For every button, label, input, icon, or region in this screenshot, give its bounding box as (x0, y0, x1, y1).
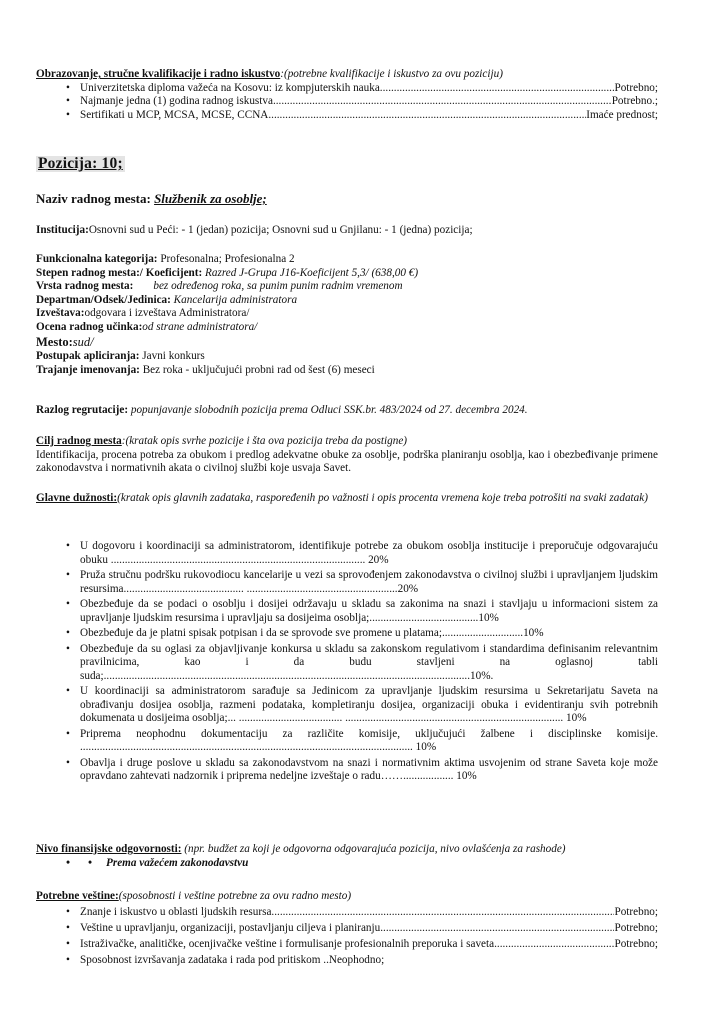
duties-section: Glavne dužnosti:(kratak opis glavnih zadataka, raspoređenih po važnosti i opis procenta vremena koje treba potrošiti na svaki zadatak) (36, 492, 648, 504)
job-name-value: Službenik za osoblje; (154, 191, 267, 206)
list-item: • Pruža stručnu podršku rukovodiocu kancelarije u vezi sa sprovođenjem zakonodavstva o civilnoj službi i upravljanjem ljudskim resursima........................................... ......................................................20% (36, 569, 658, 596)
duties-heading: Glavne dužnosti: (36, 492, 118, 504)
financial-section: Nivo finansijske odgovornosti: (npr. budžet za koji je odgovorna odgovarajuća pozicija, nivo ovlašćenja za rashode) • • Prema važećem zakonodavstvu (36, 843, 658, 870)
reports-line: Izveštava:odgovara i izveštava Administratora/ (36, 307, 250, 319)
procedure-line: Postupak apliciranja: Javni konkurs (36, 350, 205, 362)
list-item: • U dogovoru i koordinaciji sa administratorom, identifikuje potrebe za obukom osoblja institucije i preporučuje odgovarajuću obuku ........................................................................................... 20% (36, 540, 658, 567)
list-item: • Najmanje jedna (1) godina radnog iskustva ..... Potrebno.; (36, 95, 658, 109)
list-item: • U koordinaciji sa administratorom sarađuje sa Jedinicom za upravljanje ljudskim resursima u Sekretarijatu Saveta na obrađivanju dosijea osoblja, razmeni podataka, kompletiranju dosijea, organizaciji obuka i evidentiranju svih potrebnih dokumenata u dosijeima osoblja;... ..................................... .............................................................................. 10% (36, 685, 658, 726)
list-item: • Istraživačke, analitičke, ocenjivačke veštine i formulisanje profesionalnih preporuka i saveta ..... Potrebno; (36, 936, 658, 952)
position-block (36, 156, 658, 173)
position-title: Pozicija: 10; (38, 155, 123, 172)
list-item: • Veštine u upravljanju, organizaciji, postavljanju ciljeva i planiranju ..... Potrebno; (36, 920, 658, 936)
grade-line: Stepen radnog mesta:/ Koeficijent: Razred J-Grupa J16-Koeficijent 5,3/ (638,00 €) (36, 266, 419, 279)
goal-text: Identifikacija, procena potreba za obukom i predlog adekvatne obuke za osoblje, podrška planiranju osoblja, kao i obezbeđivanje primene zakonodavstva i normativnih akata o civilnoj službi koje usvaja Savet. (36, 448, 658, 474)
job-name-line: Naziv radnog mesta: Službenik za osoblje; (36, 191, 267, 206)
list-item: • Obavlja i druge poslove u skladu sa zakonodavstvom na snazi i normativnim aktima usvojenim od strane Saveta koje može opravdano zahtevati nadzornik i priprema nedeljne izveštaje o radu…….................. 10% (36, 757, 658, 784)
category-line: Funkcionalna kategorija: Profesonalna; Profesionalna 2 (36, 253, 295, 265)
institution-line: Institucija:Osnovni sud u Peći: - 1 (jedan) pozicija; Osnovni sud u Gnjilanu: - 1 (jedna) pozicija; (36, 224, 473, 236)
duties-list (36, 540, 658, 784)
education-list (36, 82, 658, 123)
list-item: • Sertifikati u MCP, MCSA, MCSE, CCNA ..... Imaće prednost; (36, 109, 658, 123)
goal-heading: Cilj radnog mesta (36, 435, 122, 447)
place-line: Mesto:sud/ (36, 335, 94, 349)
list-item: • Univerzitetska diploma važeća na Kosovu: iz kompjuterskih nauka ..... Potrebno; (36, 82, 658, 96)
reason-line: Razlog regrutacije: popunjavanje slobodnih pozicija prema Odluci SSK.br. 483/2024 od 27. decembra 2024. (36, 404, 528, 416)
details-block (36, 253, 658, 377)
skills-list (36, 904, 658, 968)
financial-item: • • Prema važećem zakonodavstvu (36, 857, 658, 871)
skills-section: Potrebne veštine:(sposobnosti i veštine potrebne za ovu radno mesto) • Znanje i iskustvo u oblasti ljudskih resursa ..... Potrebno; • Veštine u upravljanju, organizaciji, postavljanju ciljeva i planiranju ..... Potrebno; • Istraživačke, analitičke, ocenjivačke veštine i formulisanje profesionalnih preporuka i saveta ..... Potrebno; • Sposobnost izvršavanja zadataka i rada pod pritiskom ..Neophodno; (36, 890, 658, 968)
type-line: Vrsta radnog mesta: bez određenog roka, sa punim punim radnim vremenom (36, 280, 403, 292)
list-item: • Priprema neophodnu dokumentaciju za različite komisije, uključujući žalbene i disciplinske komisije. ....................................................................................................................... 10% (36, 728, 658, 755)
duties-list-wrap (36, 540, 658, 786)
list-item: • Sposobnost izvršavanja zadataka i rada pod pritiskom ..Neophodno; (36, 952, 658, 968)
goal-section: Cilj radnog mesta:(kratak opis svrhe pozicije i šta ova pozicija treba da postigne) Identifikacija, procena potreba za obukom i predlog adekvatne obuke za osoblje, podrška planiranju osoblja, kao i obezbeđivanje primene zakonodavstva i normativnih akata o civilnoj službi koje usvaja Savet. (36, 435, 658, 474)
skills-heading: Potrebne veštine: (36, 890, 119, 902)
education-section (36, 68, 658, 122)
list-item: • Znanje i iskustvo u oblasti ljudskih resursa ..... Potrebno; (36, 904, 658, 920)
duration-line: Trajanje imenovanja: Bez roka - uključujući probni rad od šest (6) meseci (36, 363, 375, 376)
department-line: Departman/Odsek/Jedinica: Kancelarija administratora (36, 293, 298, 306)
list-item: • Obezbeđuje da se podaci o osoblju i dosijei održavaju u skladu sa zakonima na snazi i stavljaju u informacioni sistem za upravljanje ljudskim resursima i upravljaju sa dosijeima osoblja;.......................................10% (36, 598, 658, 625)
financial-heading: Nivo finansijske odgovornosti: (36, 843, 182, 855)
education-note: :(potrebne kvalifikacije i iskustvo za ovu poziciju) (280, 68, 503, 80)
education-heading: Obrazovanje, stručne kvalifikacije i radno iskustvo (36, 68, 281, 80)
list-item: • Obezbeđuje da je platni spisak potpisan i da se sprovode sve promene u platama;.............................10% (36, 627, 658, 641)
evaluation-line: Ocena radnog učinka:od strane administratora/ (36, 320, 258, 333)
list-item: • Obezbeđuje da su oglasi za objavljivanje konkursa u skladu sa zakonskom regulativom i standardima definisanim relevantnim pravilnicima, kao i da budu stavljeni na oglasnoj tabli suda;...................................................................................................................................10%. (36, 643, 658, 684)
